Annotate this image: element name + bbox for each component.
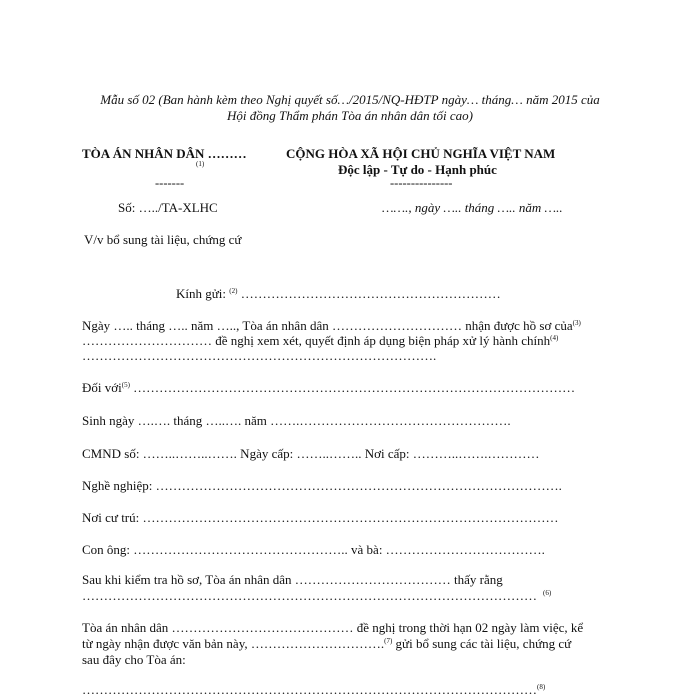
note-6: (6)	[543, 589, 552, 597]
documents-line	[82, 682, 545, 698]
subject-person-dots: …………………………………………………………………………………………	[129, 380, 576, 395]
note-4: (4)	[550, 334, 559, 342]
request-line-1: Tòa án nhân dân …………………………………… đề nghị trong thời hạn 02 ngày làm việc, kể	[82, 620, 584, 635]
document-number: Số: …../TA-XLHC	[118, 200, 218, 215]
request-text-2b: gửi bổ sung các tài liệu, chứng cứ	[392, 636, 572, 651]
recipient-note: (2)	[229, 287, 238, 295]
received-text-2: ………………………… đề nghị xem xét, quyết định áp dụng biện pháp xử lý hành chính	[82, 333, 551, 348]
note-3: (3)	[572, 319, 581, 327]
note-5: (5)	[121, 381, 130, 389]
court-name: TÒA ÁN NHÂN DÂN ………	[82, 146, 247, 161]
note-7: (7)	[384, 637, 393, 645]
court-note: (1)	[196, 160, 205, 168]
received-line-3: ……………………………………………………………………….	[82, 348, 437, 363]
received-text-1: Ngày ….. tháng ….. năm ….., Tòa án nhân dân ………………………… nhận được hồ sơ của	[82, 318, 573, 333]
documents-dots: ……………………………………………………………………………………………	[82, 682, 537, 697]
id-card-line: CMND số: ……..……..……. Ngày cấp: ……..…….. Nơi cấp: ………..…….…………	[82, 446, 540, 461]
template-reference-line2: Hội đồng Thẩm phán Tòa án nhân dân tối cao)	[227, 108, 473, 123]
birth-date-line: Sinh ngày ….…. tháng …..…. năm …….………………………………………….	[82, 413, 511, 428]
court-divider: -------	[155, 176, 185, 190]
request-text-2a: từ ngày nhận được văn bản này, ………………………….	[82, 636, 385, 651]
subject-person-label: Đối với	[82, 380, 122, 395]
motto-divider: ---------------	[390, 176, 453, 190]
review-line-1: Sau khi kiểm tra hồ sơ, Tòa án nhân dân ……………………………… thấy rằng	[82, 572, 503, 587]
received-line-1	[82, 318, 581, 334]
occupation-line: Nghề nghiệp: ………………………………………………………………………………….	[82, 478, 562, 493]
subject-person-line	[82, 380, 575, 396]
received-line-2	[82, 333, 558, 349]
residence-line: Nơi cư trú: ……………………………………………………………………………………	[82, 510, 559, 525]
national-motto: Độc lập - Tự do - Hạnh phúc	[338, 162, 497, 177]
recipient-dots: ……………………………………………………	[240, 286, 501, 301]
template-reference-line1: Mẫu số 02 (Ban hành kèm theo Nghị quyết số…/2015/NQ-HĐTP ngày… tháng… năm 2015 của	[100, 92, 600, 107]
review-line-2	[82, 588, 551, 604]
republic-title: CỘNG HÒA XÃ HỘI CHỦ NGHĨA VIỆT NAM	[286, 146, 556, 161]
parents-line: Con ông: ………………………………………….. và bà: ……………………………….	[82, 542, 545, 557]
request-line-2	[82, 636, 571, 652]
note-8: (8)	[537, 683, 546, 691]
request-line-3: sau đây cho Tòa án:	[82, 652, 186, 667]
recipient-line	[176, 286, 501, 302]
document-date: ……., ngày ….. tháng ….. năm …..	[382, 200, 563, 215]
recipient-label: Kính gửi:	[176, 286, 227, 301]
review-dots: ……………………………………………………………………………………………	[82, 588, 537, 603]
subject-line: V/v bổ sung tài liệu, chứng cứ	[84, 232, 242, 247]
